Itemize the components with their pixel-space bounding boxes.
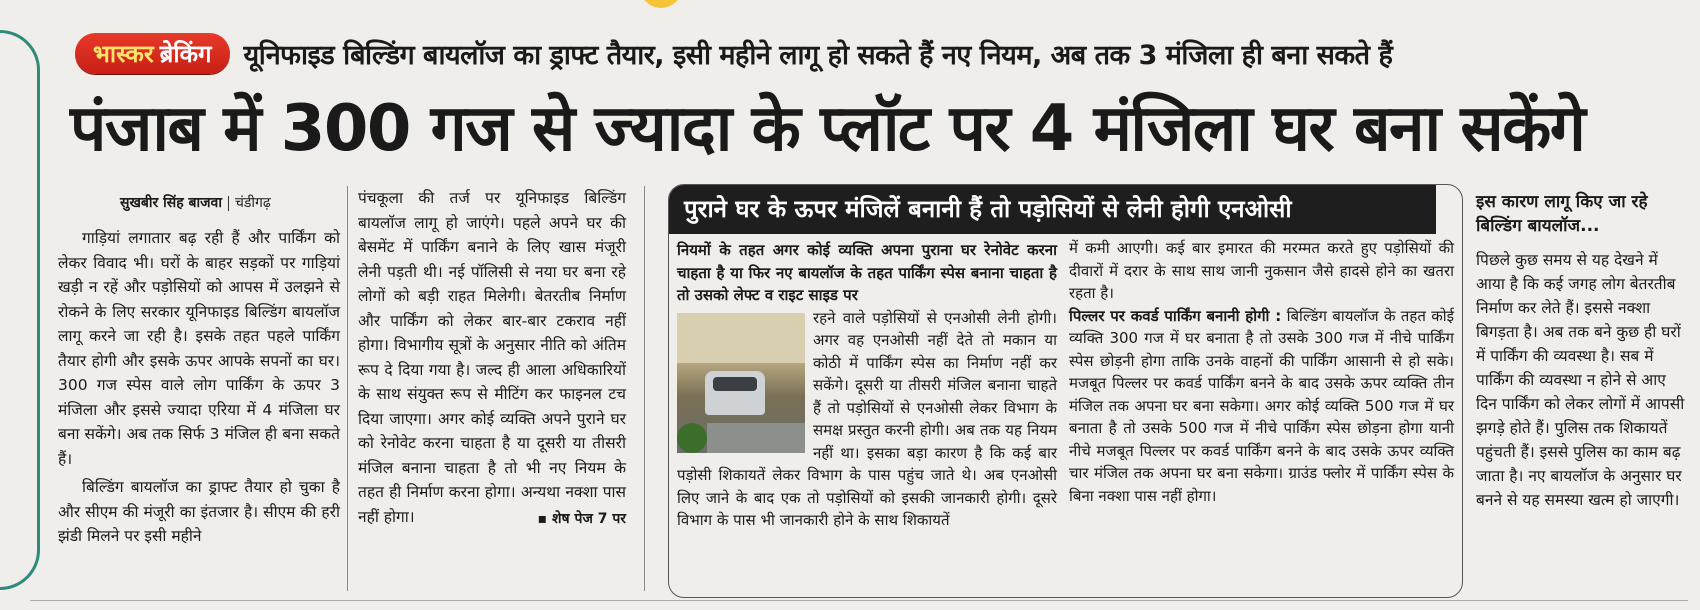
column2-text: पंचकूला की तर्ज पर यूनिफाइड बिल्डिंग बायलॉज लागू हो जाएंगे। पहले अपने घर की बेसमेंट में पार्किंग बनाने के लिए खास मंजूरी लेनी पड़ती थी। नई पॉलिसी से नया घर बना रहे लोगों को बड़ी राहत मिलेगी। बेतरतीब निर्माण और पार्किंग को लेकर बार-बार टकराव नहीं होगा। विभागीय सूत्रों के अनुसार नीति को अंतिम रूप दे दिया गया है। जल्द ही आला अधिकारियों के साथ संयुक्त रूप से मीटिंग कर फाइनल टच दिया जाएगा। अगर कोई व्यक्ति अपने पुराने घर को रेनोवेट करना चाहता है या दूसरी या तीसरी मंजिल बनाना चाहता है तो भी नए नियम के तहत ही निर्माण करना होगा। अन्यथा नक्शा पास नहीं होगा। [358,189,626,526]
continued-on-page[interactable]: ▪ शेष पेज 7 पर [537,511,626,527]
column-divider [347,186,348,591]
page-margin-decoration [0,30,40,590]
sidebar-heading: इस कारण लागू किए जा रहे बिल्डिंग बायलॉज... [1476,192,1648,236]
car-parking-photo [677,313,805,453]
boxed-story-right-text: में कमी आएगी। कई बार इमारत की मरम्मत करते हुए पड़ोसियों की दीवारों में दरार के साथ साथ जानी नुकसान जैसे हादसे होने का खतरा रहता है। [1069,239,1454,302]
column-divider [644,186,645,591]
sidebar-text: पिछले कुछ समय से यह देखने में आया है कि कई जगह लोग बेतरतीब निर्माण कर लेते हैं। इससे नक्शा बिगड़ता है। अब तक बने कुछ ही घरों में पार्किंग की व्यवस्था है। सब में पार्किंग की व्यवस्था न होने से आए दिन पार्किंग को लेकर लोगों में आपसी झगड़े होते हैं। पुलिस तक शिकायतें पहुंचती हैं। इससे पुलिस का काम बढ़ जाता है। नए बायलॉज के अनुसार घर बनने से यह समस्या खत्म हो जाएगी। [1476,251,1685,509]
boxed-story [668,184,1463,598]
car-icon [705,371,765,415]
article-column-2 [358,186,626,532]
brand-badge [75,33,230,74]
byline [120,193,271,212]
boxed-story-subhead: पिल्लर पर कवर्ड पार्किंग बनानी होगी : [1069,306,1282,325]
kicker-text: यूनिफाइड बिल्डिंग बायलॉज का ड्राफ्ट तैयार, इसी महीने लागू हो सकते हैं नए नियम, अब तक 3 मंजिला ही बना सकते हैं [243,39,1393,71]
bottom-rule [30,600,1688,601]
brand-label-2: ब्रेकिंग [159,39,212,68]
sun-graphic [640,0,682,8]
main-headline: पंजाब में 300 गज से ज्यादा के प्लॉट पर 4 मंजिला घर बना सकेंगे [70,92,1585,166]
boxed-story-heading: पुराने घर के ऊपर मंजिलें बनानी हैं तो पड़ोसियों से लेनी होगी एनओसी [668,184,1436,234]
sidebar-story [1476,190,1686,512]
article-column-1 [58,226,340,553]
boxed-story-lead: नियमों के तहत अगर कोई व्यक्ति अपना पुराना घर रेनोवेट करना चाहता है या फिर नए बायलॉज के तहत पार्किंग स्पेस बनाना चाहता है तो उसको लेफ्ट व राइट साइड पर [677,241,1057,304]
brand-label-1: भास्कर [93,39,154,68]
boxed-story-left-column [677,239,1057,532]
byline-separator [228,196,229,211]
byline-author: सुखबीर सिंह बाजवा [120,195,222,211]
boxed-story-left-text: रहने वाले पड़ोसियों से एनओसी लेनी होगी। अगर वह एनओसी नहीं देते तो मकान या कोठी में पार्किंग स्पेस का निर्माण नहीं कर सकेंगे। दूसरी या तीसरी मंजिल बनाना चाहते हैं तो पड़ोसियों से एनओसी लेकर विभाग के समक्ष प्रस्तुत करनी होगी। अब तक यह नियम नहीं था। इसका बड़ा कारण है कि कई बार पड़ोसी शिकायतें लेकर विभाग के पास पहुंच जाते थे। अब एनओसी लिए जाने के बाद एक तो पड़ोसियों को इसकी जानकारी होगी। दूसरे विभाग के पास भी जानकारी होने के साथ शिकायतें [677,308,1057,529]
column1-paragraph-2: बिल्डिंग बायलॉज का ड्राफ्ट तैयार हो चुका है और सीएम की मंजूरी का इंतजार है। सीएम की हरी झंडी मिलने पर इसी महीने [58,478,340,545]
byline-city: चंडीगढ़ [234,195,271,211]
boxed-story-right-column [1069,237,1454,507]
kicker-row [75,30,1680,76]
column1-paragraph-1: गाड़ियां लगातार बढ़ रही हैं और पार्किंग को लेकर विवाद भी। घरों के बाहर सड़कों पर गाड़ियां खड़ी न रहें और पड़ोसियों को आपस में उलझने से रोकने के लिए सरकार यूनिफाइड बिल्डिंग बायलॉज लागू करने जा रही है। इसके तहत पहले पार्किंग तैयार होगी और इसके ऊपर आपके सपनों का घर। 300 गज स्पेस वाले लोग पार्किंग के ऊपर 3 मंजिला और इससे ज्यादा एरिया में 4 मंजिला घर बना सकेंगे। अब तक सिर्फ 3 मंजिल ही बना सकते हैं। [58,229,340,468]
boxed-story-right-text-2: बिल्डिंग बायलॉज के तहत कोई व्यक्ति 300 गज में घर बनाता है तो उसके 300 गज में नीचे पार्किंग स्पेस छोड़नी होगा ताकि उनके वाहनों की पार्किंग आसानी से हो सके। मजबूत पिल्लर पर कवर्ड पार्किंग बनने के बाद उसके ऊपर व्यक्ति तीन मंजिल तक अपना घर बना सकेगा। अगर कोई व्यक्ति 500 गज में घर बनाता है तो उसके 500 गज में नीचे पार्किंग स्पेस छोड़ना होगा यानी नीचे मजबूत पिल्लर पर कवर्ड पार्किंग बनने के बाद उसके ऊपर व्यक्ति चार मंजिल तक अपना घर बना सकेगा। ग्राउंड फ्लोर में पार्किंग स्पेस के बिना नक्शा पास नहीं होगा। [1069,306,1454,505]
